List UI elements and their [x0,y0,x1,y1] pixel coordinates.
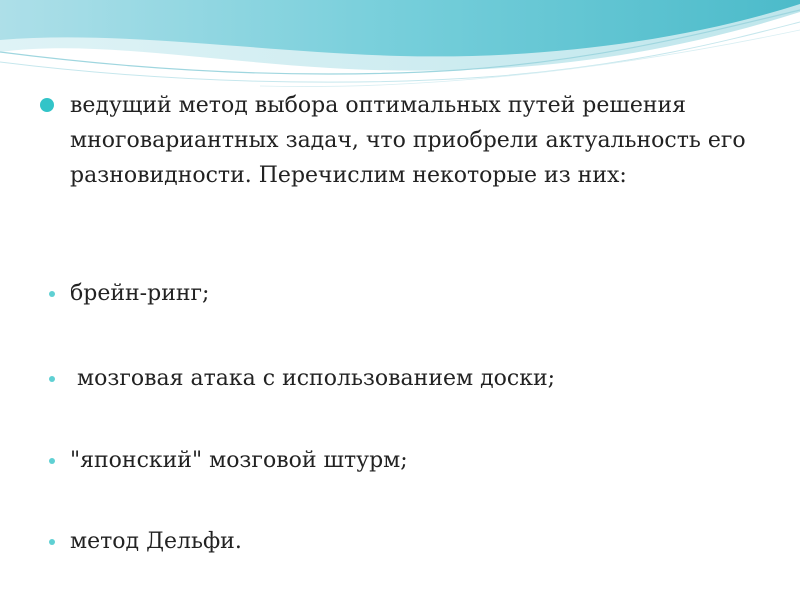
list-item: "японский" мозговой штурм; [70,448,408,473]
small-bullet-icon [49,376,55,382]
list-item: мозговая атака с использованием доски; [70,366,556,391]
small-bullet-icon [49,539,55,545]
list-item: метод Дельфи. [70,529,242,554]
small-bullet-icon [49,458,55,464]
main-paragraph: ведущий метод выбора оптимальных путей решения многовариантных задач, что приобрели актуальность его разновидности. Перечислим некоторые из них: [70,93,746,188]
list-item: брейн-ринг; [70,281,210,306]
small-bullet-icon [49,291,55,297]
round-bullet-icon [40,98,54,112]
